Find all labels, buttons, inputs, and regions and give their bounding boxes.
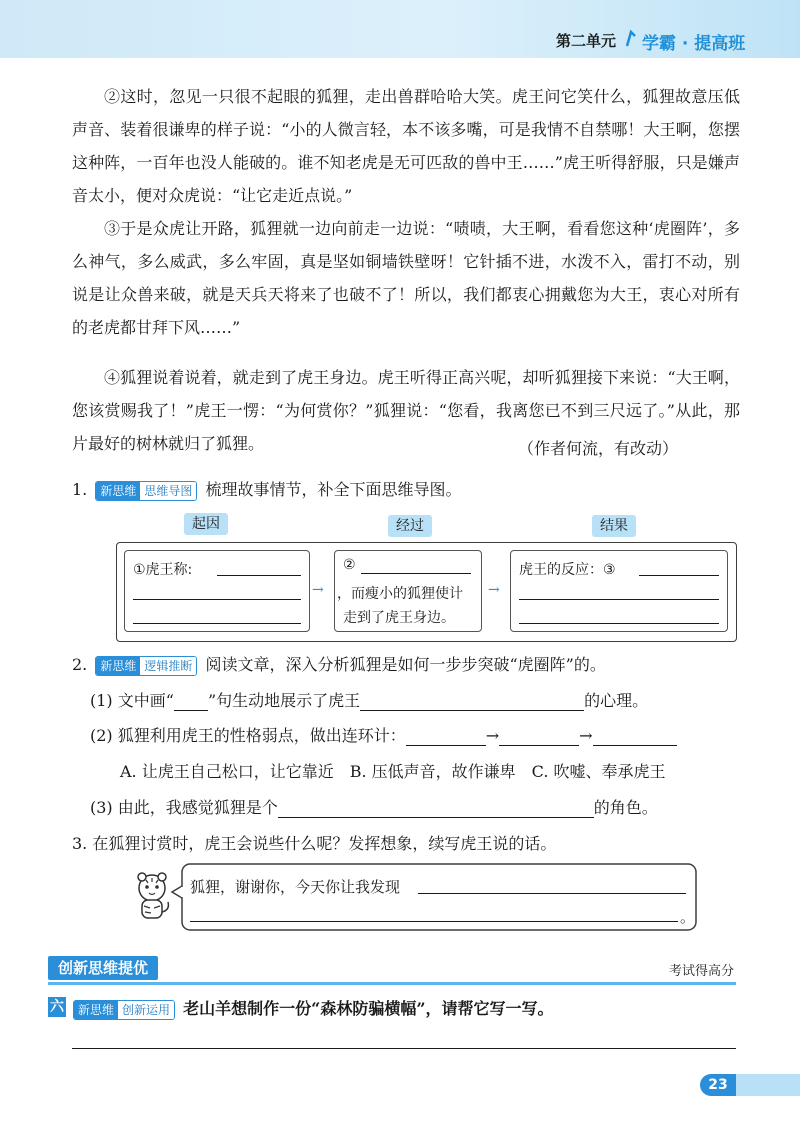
answer-blank[interactable] (174, 690, 208, 711)
question-2 (72, 652, 606, 676)
question-number: 2. (72, 655, 88, 674)
mindmap-result-box (510, 550, 728, 632)
question-2-options (120, 759, 666, 782)
options-text: A. 让虎王自己松口，让它靠近 B. 压低声音，故作谦卑 C. 吹嘘、奉承虎王 (120, 762, 666, 781)
mindmap-result-label: 结果 (592, 515, 636, 537)
arrow-right-icon: → (312, 582, 324, 598)
question-2-1 (90, 688, 648, 711)
paragraph-text: ④狐狸说着说着，就走到了虎王身边。虎王听得正高兴呢，却听狐狸接下来说：“大王啊，您该赏赐我了！”虎王一愣：“为何赏你？”狐狸说：“您看，我离您已不到三尺远了。”从此，那片最好的树林就归了狐狸。 (72, 368, 740, 453)
tag-label: 新思维 (96, 657, 140, 675)
mindmap-process-box (334, 550, 482, 632)
question-tag (95, 481, 197, 501)
answer-blank[interactable] (639, 575, 719, 576)
question-1 (72, 477, 462, 501)
answer-blank[interactable] (278, 797, 594, 818)
process-text-3: 走到了虎王身边。 (343, 610, 455, 626)
sub-question-text: (2) 狐狸利用虎王的性格弱点，做出连环计： (90, 726, 406, 745)
answer-blank[interactable] (133, 599, 301, 600)
answer-blank[interactable] (360, 690, 584, 711)
answer-blank[interactable] (519, 623, 719, 624)
result-text: 虎王的反应：③ (519, 562, 616, 578)
question-number: 1. (72, 480, 88, 499)
source-attribution: （作者何流，有改动） (517, 439, 678, 458)
process-text-2: ，而瘦小的狐狸使计 (337, 586, 463, 602)
question-6 (70, 996, 554, 1020)
question-tag (95, 656, 197, 676)
question-3 (72, 831, 556, 854)
mindmap-process-label: 经过 (388, 515, 432, 537)
sub-question-text: (1) 文中画“ (90, 691, 174, 710)
paragraph-text: ③于是众虎让开路，狐狸就一边向前走一边说：“啧啧，大王啊，看看您这种‘虎圈阵’，多么神气，多么威武，多么牢固，真是坚如铜墙铁壁呀！它针插不进，水泼不入，雷打不动，别说是让众兽来破，就是天兵天将来了也破不了！所以，我们都衷心拥戴您为大王，衷心对所有的老虎都甘拜下风……” (72, 219, 740, 337)
arrow-right-icon: → (485, 726, 500, 745)
answer-blank[interactable] (190, 921, 678, 922)
answer-blank[interactable] (217, 575, 301, 576)
bubble-end: 。 (680, 908, 696, 926)
bubble-text: 狐狸，谢谢你，今天你让我发现 (190, 878, 401, 896)
question-text: 老山羊想制作一份“森林防骗横幅”，请帮它写一写。 (183, 999, 554, 1018)
source-line (72, 436, 740, 466)
cause-text: ①虎王称: (133, 562, 193, 578)
unit-label: 第二单元 (556, 32, 617, 50)
question-tag (73, 1000, 175, 1020)
section-right-label: 考试得高分 (668, 964, 734, 979)
tiger-icon (130, 872, 174, 924)
answer-blank[interactable] (406, 725, 486, 746)
answer-blank[interactable] (499, 725, 579, 746)
question-text: 阅读文章，深入分析狐狸是如何一步步突破“虎圈阵”的。 (205, 655, 606, 674)
tag-label: 新思维 (74, 1001, 118, 1019)
tag-type: 创新运用 (118, 1001, 174, 1019)
answer-blank[interactable] (519, 599, 719, 600)
question-text: 梳理故事情节，补全下面思维导图。 (205, 480, 462, 499)
tag-type: 逻辑推断 (140, 657, 196, 675)
answer-line[interactable] (72, 1048, 736, 1049)
question-text: 在狐狸讨赏时，虎王会说些什么呢？发挥想象，续写虎王说的话。 (92, 834, 557, 853)
sub-question-text: (3) 由此，我感觉狐狸是个 (90, 798, 278, 817)
answer-blank[interactable] (361, 573, 471, 574)
checkmark-icon (625, 28, 637, 48)
arrow-right-icon: → (579, 726, 593, 745)
speech-bubble (170, 862, 700, 934)
tag-label: 新思维 (96, 482, 140, 500)
passage-paragraph-3 (72, 212, 740, 344)
question-number: 六 (50, 999, 64, 1015)
question-number: 3. (72, 834, 88, 853)
mindmap-cause-box (124, 550, 310, 632)
page-number: 23 (700, 1074, 736, 1096)
paragraph-text: ②这时，忽见一只很不起眼的狐狸，走出兽群哈哈大笑。虎王问它笑什么，狐狸故意压低声音、装着很谦卑的样子说：“小的人微言轻，本不该多嘴，可是我情不自禁哪！大王啊，您摆这种阵，一百年也没人能破的。谁不知老虎是无可匹敌的兽中王……”虎王听得舒服，只是嫌声音太小，便对众虎说：“让它走近点说。” (72, 87, 740, 205)
answer-blank[interactable] (133, 623, 301, 624)
question-2-3 (90, 795, 658, 818)
sub-question-text: ”句生动地展示了虎王 (207, 691, 361, 710)
answer-blank[interactable] (418, 893, 686, 894)
mindmap-cause-label: 起因 (184, 513, 228, 535)
passage-paragraph-2 (72, 80, 740, 212)
sub-question-text: 的角色。 (593, 798, 658, 817)
arrow-right-icon: → (488, 582, 500, 598)
page-number-bar (736, 1074, 800, 1096)
sub-question-text: 的心理。 (584, 691, 649, 710)
brand-title: 学霸 · 提高班 (642, 34, 746, 54)
section-title: 创新思维提优 (48, 956, 158, 980)
answer-blank[interactable] (593, 725, 677, 746)
tag-type: 思维导图 (140, 482, 196, 500)
process-text-1: ② (343, 557, 356, 573)
question-2-2 (90, 723, 677, 746)
